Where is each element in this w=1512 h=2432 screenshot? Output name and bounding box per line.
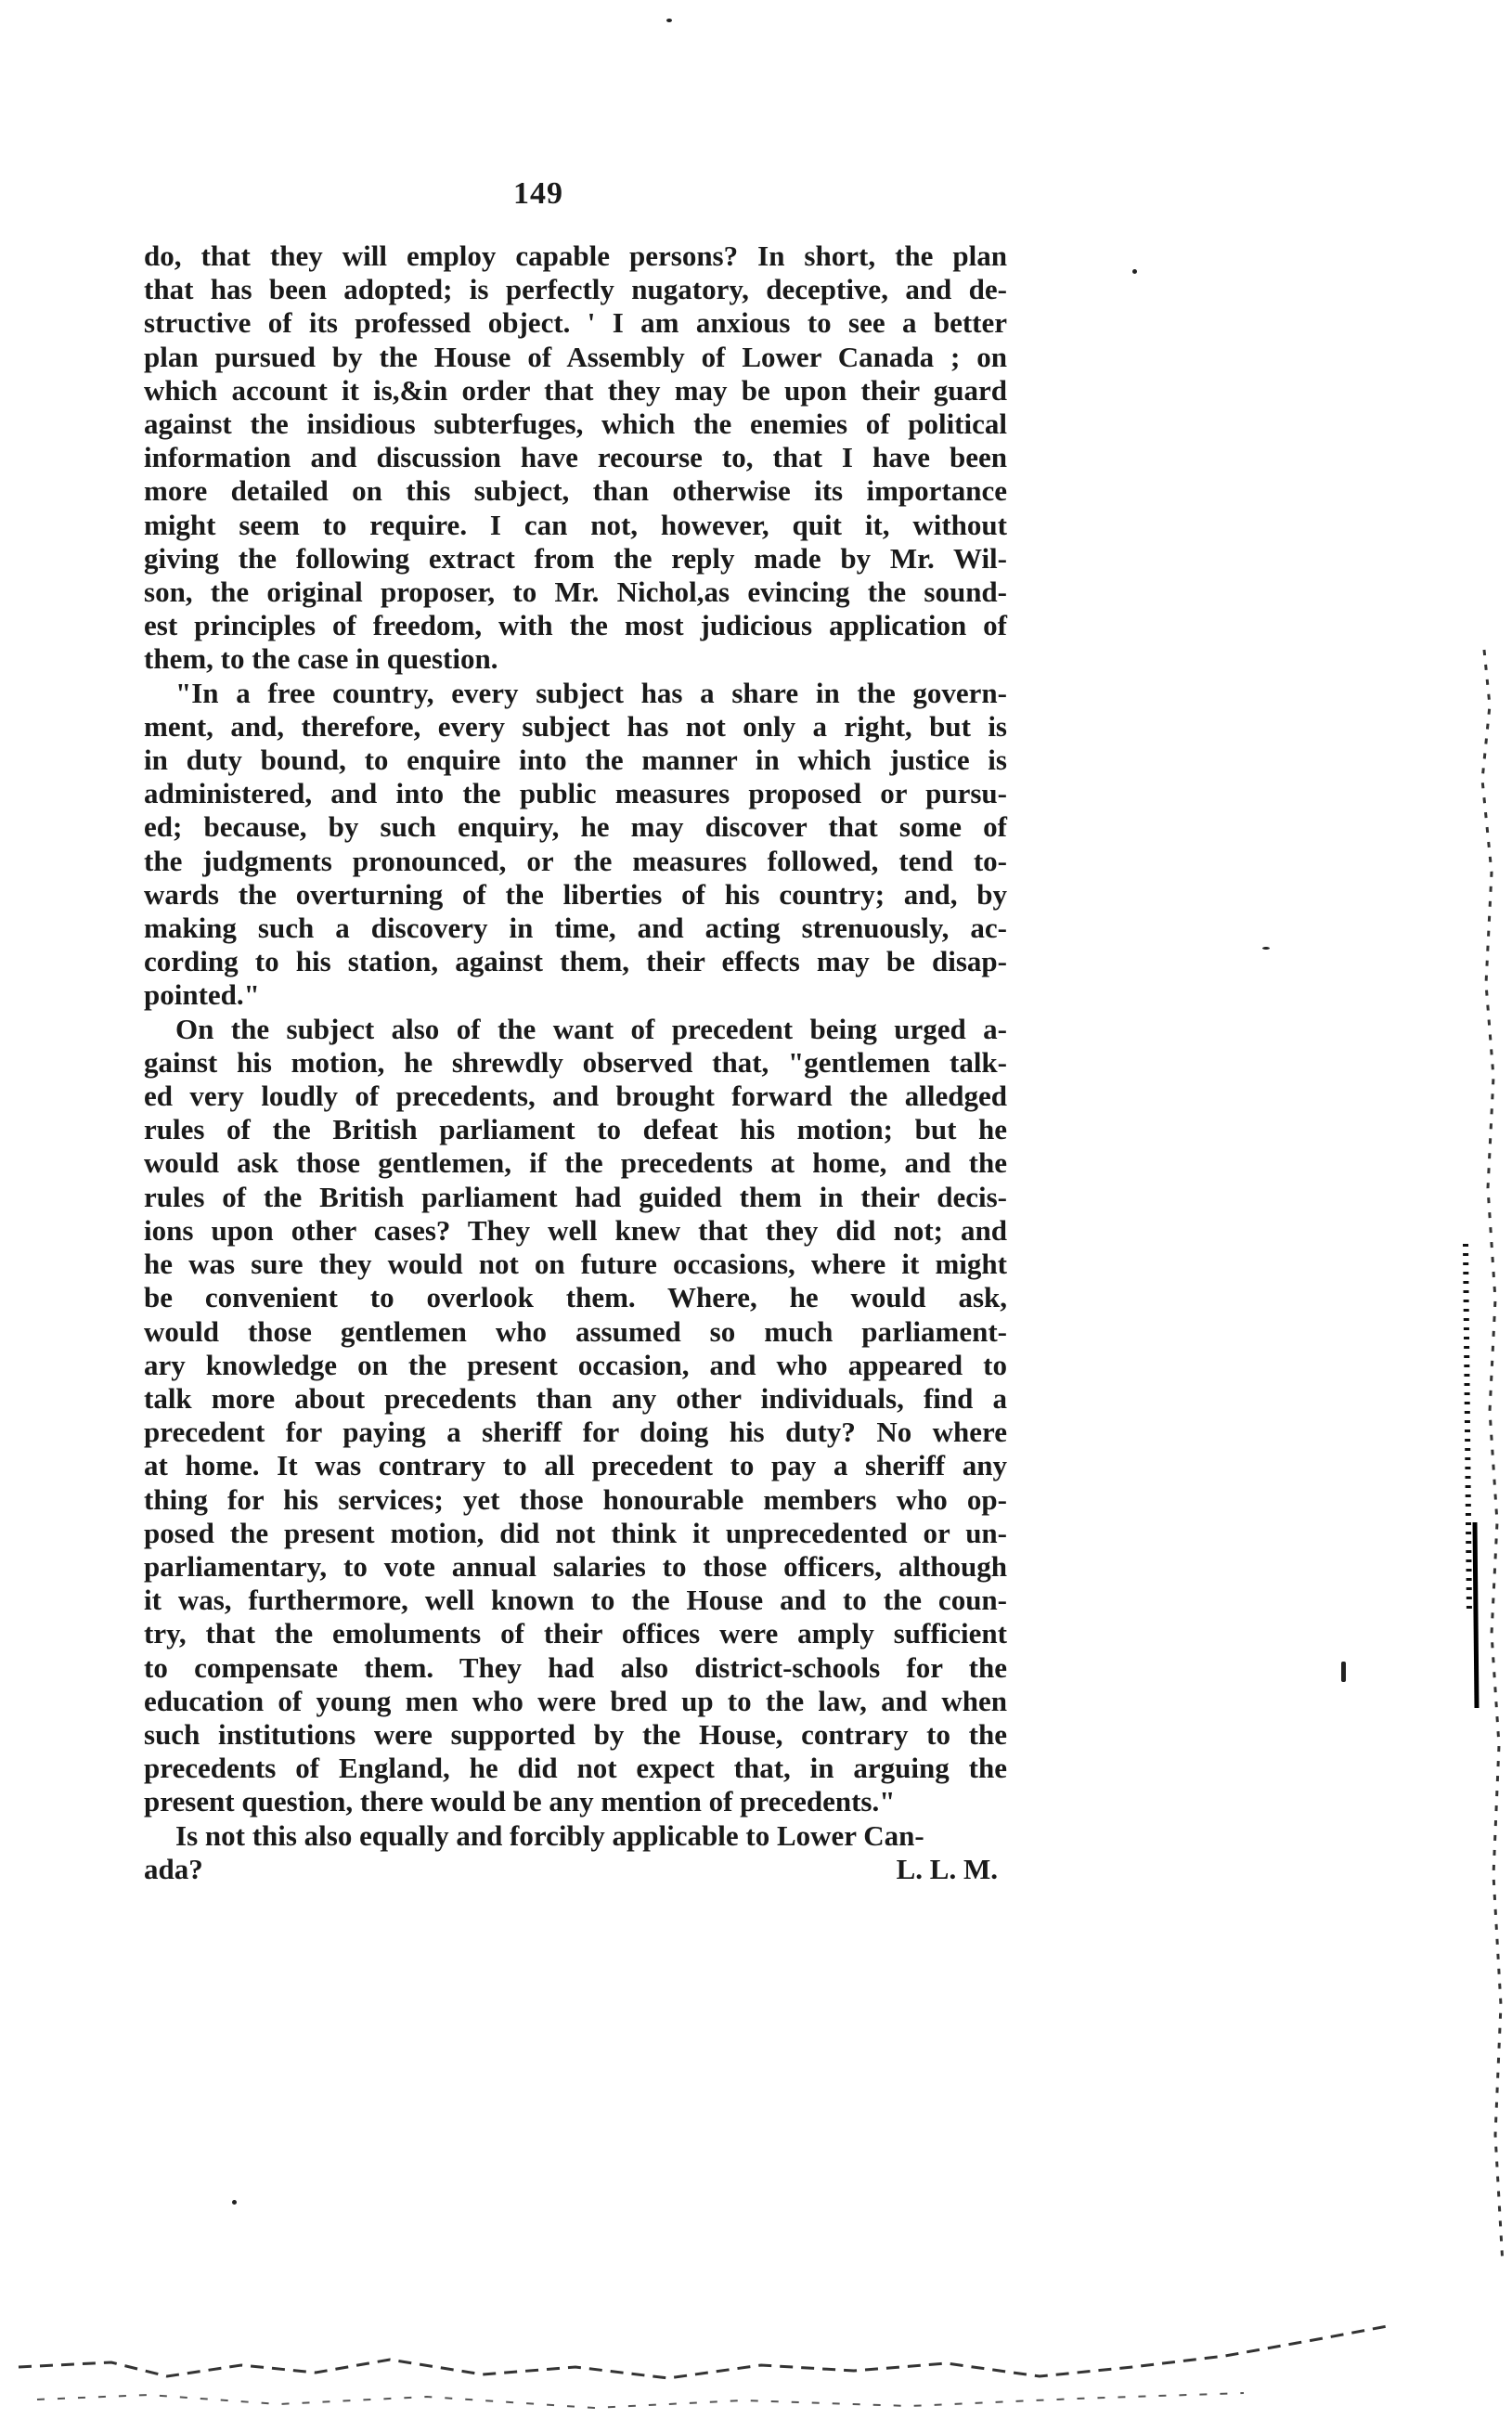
text-line: information and discussion have recourse to, that I have been xyxy=(144,441,1007,474)
scan-edge-artifact-right xyxy=(1447,594,1512,2358)
text-line: might seem to require. I can not, however, quit it, without xyxy=(144,508,1007,541)
text-line: On the subject also of the want of precedent being urged a- xyxy=(175,1012,1007,1045)
text-line: more detailed on this subject, than otherwise its importance xyxy=(144,474,1007,508)
text-line: pointed." xyxy=(144,978,260,1012)
text-line: precedents of England, he did not expect that, in arguing the xyxy=(144,1752,1007,1785)
text-line: son, the original proposer, to Mr. Nichol,as evincing the sound- xyxy=(144,576,1007,609)
text-line: education of young men who were bred up to the law, and when xyxy=(144,1684,1007,1717)
closing-text: ada? xyxy=(144,1852,203,1885)
closing-line xyxy=(144,1853,1007,1886)
ink-speck xyxy=(1262,947,1270,950)
text-line: present question, there would be any mention of precedents." xyxy=(144,1785,896,1818)
text-line: such institutions were supported by the House, contrary to the xyxy=(144,1717,1007,1751)
text-line: cording to his station, against them, their effects may be disap- xyxy=(144,945,1007,978)
text-line: giving the following extract from the reply made by Mr. Wil- xyxy=(144,541,1007,575)
text-line: ary knowledge on the present occasion, and who appeared to xyxy=(144,1348,1007,1381)
text-line: ed very loudly of precedents, and brought forward the alledged xyxy=(144,1080,1007,1113)
scan-edge-artifact-bottom xyxy=(0,2311,1512,2432)
text-line: the judgments pronounced, or the measures followed, tend to- xyxy=(144,844,1007,877)
body-text xyxy=(144,239,1007,1886)
ink-speck xyxy=(232,2200,237,2205)
text-line: precedent for paying a sheriff for doing his duty? No where xyxy=(144,1416,1007,1449)
text-line: ed; because, by such enquiry, he may discover that some of xyxy=(144,810,1007,844)
text-line: gainst his motion, he shrewdly observed that, "gentlemen talk- xyxy=(144,1045,1007,1079)
text-line: administered, and into the public measures proposed or pursu- xyxy=(144,777,1007,810)
text-line: would those gentlemen who assumed so much parliament- xyxy=(144,1314,1007,1348)
text-line: do, that they will employ capable persons? In short, the plan xyxy=(144,239,1007,272)
page-number: 149 xyxy=(513,176,563,211)
text-line: try, that the emoluments of their offices were amply sufficient xyxy=(144,1617,1007,1650)
text-line: which account it is,&in order that they may be upon their guard xyxy=(144,373,1007,407)
text-line: posed the present motion, did not think it unprecedented or un- xyxy=(144,1516,1007,1549)
text-line: he was sure they would not on future occasions, where it might xyxy=(144,1248,1007,1281)
text-line: in duty bound, to enquire into the manner in which justice is xyxy=(144,744,1007,777)
text-line: wards the overturning of the liberties of his country; and, by xyxy=(144,877,1007,911)
text-line: be convenient to overlook them. Where, he would ask, xyxy=(144,1281,1007,1314)
signature: L. L. M. xyxy=(896,1852,998,1885)
text-line: rules of the British parliament to defeat his motion; but he xyxy=(144,1113,1007,1146)
text-line: plan pursued by the House of Assembly of Lower Canada ; on xyxy=(144,340,1007,373)
text-line: parliamentary, to vote annual salaries to those officers, although xyxy=(144,1549,1007,1583)
text-line: would ask those gentlemen, if the precedents at home, and the xyxy=(144,1146,1007,1180)
text-line: that has been adopted; is perfectly nugatory, deceptive, and de- xyxy=(144,273,1007,306)
text-line: rules of the British parliament had guided them in their decis- xyxy=(144,1180,1007,1213)
text-line: to compensate them. They had also district-schools for the xyxy=(144,1650,1007,1684)
text-line: est principles of freedom, with the most judicious application of xyxy=(144,609,1007,642)
ink-speck xyxy=(1132,269,1137,274)
text-line: thing for his services; yet those honourable members who op- xyxy=(144,1482,1007,1516)
text-line: making such a discovery in time, and acting strenuously, ac- xyxy=(144,912,1007,945)
text-line: talk more about precedents than any other individuals, find a xyxy=(144,1381,1007,1415)
text-line: ions upon other cases? They well knew that they did not; and xyxy=(144,1213,1007,1247)
ink-speck xyxy=(1341,1662,1346,1682)
text-line: ment, and, therefore, every subject has not only a right, but is xyxy=(144,709,1007,743)
text-line: at home. It was contrary to all precedent to pay a sheriff any xyxy=(144,1449,1007,1482)
text-line: "In a free country, every subject has a share in the govern- xyxy=(175,676,1007,709)
text-line: against the insidious subterfuges, which the enemies of political xyxy=(144,407,1007,441)
text-line: structive of its professed object. ' I am anxious to see a better xyxy=(144,306,1007,340)
ink-speck xyxy=(666,19,672,22)
text-line: them, to the case in question. xyxy=(144,642,498,676)
text-line: Is not this also equally and forcibly applicable to Lower Can- xyxy=(175,1818,924,1852)
text-line: it was, furthermore, well known to the House and to the coun- xyxy=(144,1584,1007,1617)
